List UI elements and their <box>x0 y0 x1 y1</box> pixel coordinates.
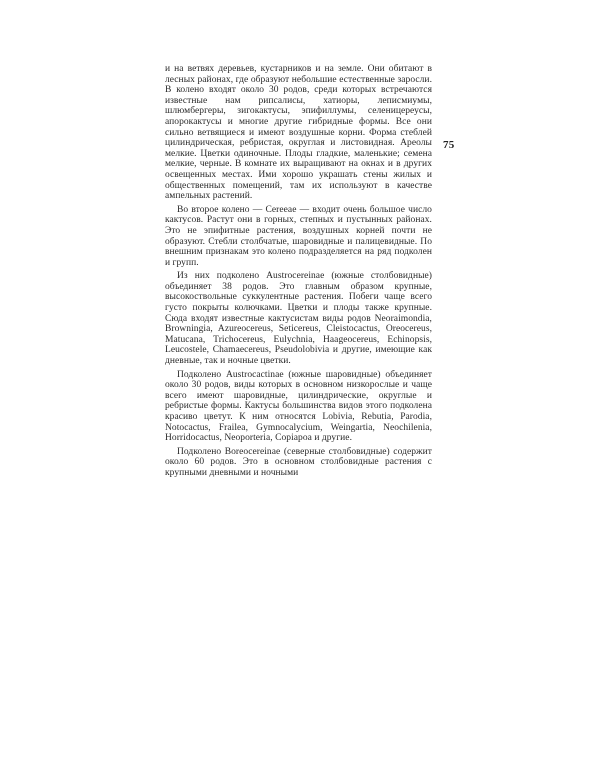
paragraph-4: Подколено Austrocactinae (южные шаровидные) объединяет около 30 родов, виды которых в основном низкорослые и чаще всего имеют шаровидные, цилиндрические, округлые и ребристые формы. Кактусы большинства видов этого подколена красиво цветут. К ним относятся Lobivia, Rebutia, Parodia, Notocactus, Frailea, Gymnocalycium, Weingartia, Neochilenia, Horridocactus, Neoporteria, Copiapoa и другие. <box>165 369 432 444</box>
paragraph-2: Во второе колено — Cereeae — входит очень большое число кактусов. Растут они в горных, степных и пустынных районах. Это не эпифитные растения, воздушных корней почти не образуют. Стебли столбчатые, шаровидные и палицевидные. По внешним признакам это колено подразделяется на ряд подколен и групп. <box>165 204 432 268</box>
text-column <box>165 64 432 482</box>
paragraph-1: и на ветвях деревьев, кустарников и на земле. Они обитают в лесных районах, где образуют небольшие естественные заросли. В колено входят около 30 родов, среди которых встречаются известные нам рипсалисы, хатиоры, леписмиумы, шлюмбергеры, зигокактусы, эпифиллумы, селеницереусы, апорокактусы и многие другие гибридные формы. Все они сильно ветвящиеся и имеют воздушные корни. Форма стеблей цилиндрическая, ребристая, округлая и листовидная. Ареолы мелкие. Цветки одиночные. Плоды гладкие, маленькие; семена мелкие, черные. В комнате их выращивают на окнах и в других освещенных местах. Ими хорошо украшать стены жилых и общественных помещений, там их используют в качестве ампельных растений. <box>165 64 432 202</box>
paragraph-5: Подколено Boreocereinae (северные столбовидные) содержит около 60 родов. Это в основном столбовидные растения с крупными дневными и ночными <box>165 446 432 478</box>
page-number: 75 <box>443 139 455 151</box>
paragraph-3: Из них подколено Austrocereinae (южные столбовидные) объединяет 38 родов. Это главным образом крупные, высокоствольные суккулентные растения. Побеги чаще всего густо покрыты колючками. Цветки и плоды также крупные. Сюда входят известные кактусистам виды родов Neoraimondia, Browningia, Azureocereus, Seticereus, Cleistocactus, Oreocereus, Matucana, Trichocereus, Eulychnia, Haageocereus, Echinopsis, Leucostele, Chamaecereus, Pseudolobivia и другие, имеющие как дневные, так и ночные цветки. <box>165 271 432 367</box>
